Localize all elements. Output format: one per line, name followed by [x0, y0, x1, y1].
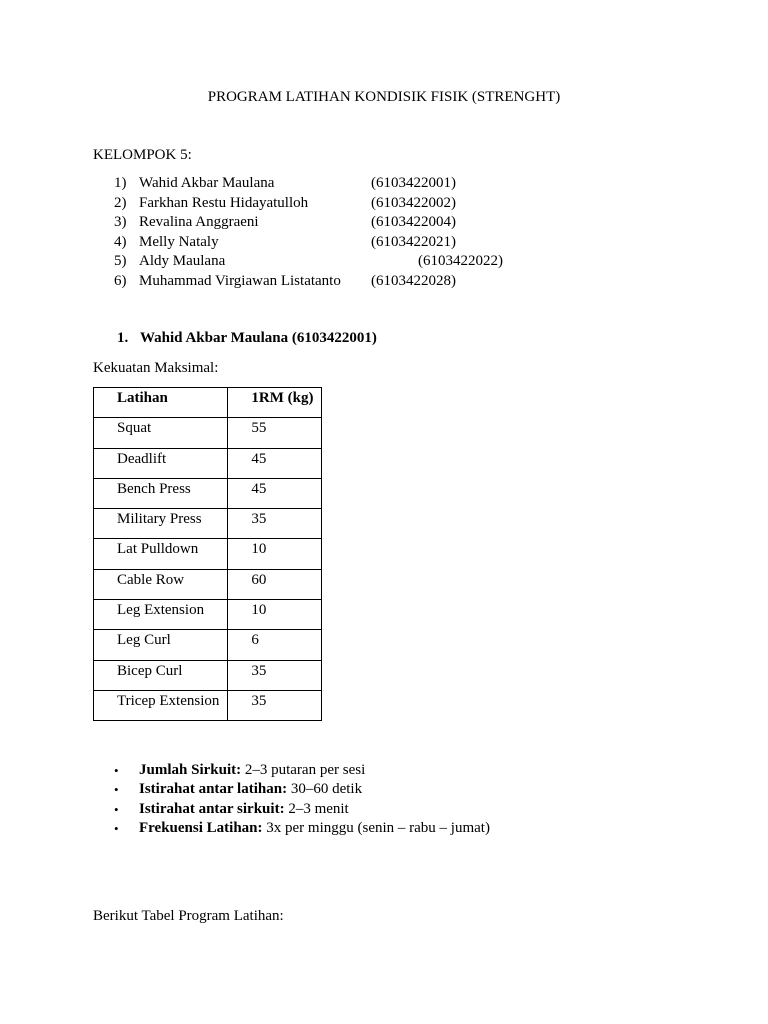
member-name: Wahid Akbar Maulana [139, 175, 275, 191]
table-row [94, 539, 322, 569]
table-row [94, 509, 322, 539]
page-title: PROGRAM LATIHAN KONDISIK FISIK (STRENGHT) [207, 89, 561, 105]
parameter-label: Frekuensi Latihan: [139, 819, 263, 836]
exercise-cell: Squat [94, 418, 228, 448]
footer-text: Berikut Tabel Program Latihan: [93, 908, 284, 924]
member-name: Aldy Maulana [139, 253, 226, 269]
table-header-row [94, 388, 322, 418]
table-row [94, 448, 322, 478]
1rm-cell: 6 [228, 630, 322, 660]
exercise-cell: Lat Pulldown [94, 539, 228, 569]
member-name: Farkhan Restu Hidayatulloh [139, 194, 309, 211]
1rm-cell: 60 [228, 569, 322, 599]
member-nim: (6103422001) [371, 175, 456, 191]
section-number: 1. [117, 330, 129, 346]
list-item [114, 800, 490, 819]
member-name: Revalina Anggraeni [139, 214, 259, 230]
table-row [94, 478, 322, 508]
parameter-value: 2–3 menit [284, 800, 349, 817]
list-item [114, 819, 490, 838]
exercise-cell: Bicep Curl [94, 660, 228, 690]
1rm-cell: 35 [228, 509, 322, 539]
group-label: KELOMPOK 5: [93, 147, 192, 163]
parameter-label: Istirahat antar latihan: [139, 781, 288, 798]
exercise-cell: Cable Row [94, 569, 228, 599]
1rm-cell: 55 [228, 418, 322, 448]
member-number: 2) [114, 194, 127, 211]
member-nim: (6103422028) [371, 272, 456, 289]
one-rep-max-table [93, 387, 322, 721]
table-row [94, 630, 322, 660]
column-header-1rm: 1RM (kg) [228, 388, 322, 418]
bullet-icon: • [114, 763, 119, 778]
list-item [114, 761, 490, 780]
member-nim: (6103422021) [371, 233, 456, 250]
parameter-value: 2–3 putaran per sesi [241, 762, 366, 778]
table-row [94, 660, 322, 690]
list-item [114, 780, 490, 799]
member-nim: (6103422022) [418, 253, 503, 269]
section-subheading: Kekuatan Maksimal: [93, 360, 219, 376]
bullet-icon: • [114, 801, 119, 817]
table-row [94, 569, 322, 599]
1rm-cell: 35 [228, 660, 322, 690]
member-nim: (6103422002) [371, 194, 456, 211]
exercise-cell: Deadlift [94, 448, 228, 478]
1rm-cell: 45 [228, 448, 322, 478]
exercise-cell: Tricep Extension [94, 690, 228, 720]
section-heading [117, 328, 377, 348]
parameter-value: 3x per minggu (senin – rabu – jumat) [262, 819, 490, 836]
bullet-icon: • [114, 820, 119, 836]
exercise-cell: Leg Curl [94, 630, 228, 660]
member-nim: (6103422004) [371, 214, 456, 230]
parameter-label: Istirahat antar sirkuit: [139, 800, 285, 817]
training-parameters-list [114, 761, 490, 838]
1rm-cell: 10 [228, 600, 322, 630]
table-row [94, 418, 322, 448]
section-heading-text: Wahid Akbar Maulana (6103422001) [140, 330, 377, 346]
parameter-label: Jumlah Sirkuit: [139, 762, 242, 778]
exercise-cell: Military Press [94, 509, 228, 539]
bullet-icon: • [114, 782, 119, 798]
1rm-cell: 45 [228, 478, 322, 508]
table-row [94, 690, 322, 720]
member-number: 5) [114, 253, 127, 269]
column-header-exercise: Latihan [94, 388, 228, 418]
member-number: 4) [114, 233, 127, 250]
member-number: 1) [114, 175, 127, 191]
exercise-cell: Leg Extension [94, 600, 228, 630]
member-name: Melly Nataly [139, 233, 219, 250]
table-row [94, 600, 322, 630]
1rm-cell: 35 [228, 690, 322, 720]
1rm-cell: 10 [228, 539, 322, 569]
member-number: 6) [114, 272, 127, 289]
parameter-value: 30–60 detik [287, 781, 363, 798]
member-name: Muhammad Virgiawan Listatanto [139, 272, 341, 289]
exercise-cell: Bench Press [94, 478, 228, 508]
member-number: 3) [114, 214, 127, 230]
